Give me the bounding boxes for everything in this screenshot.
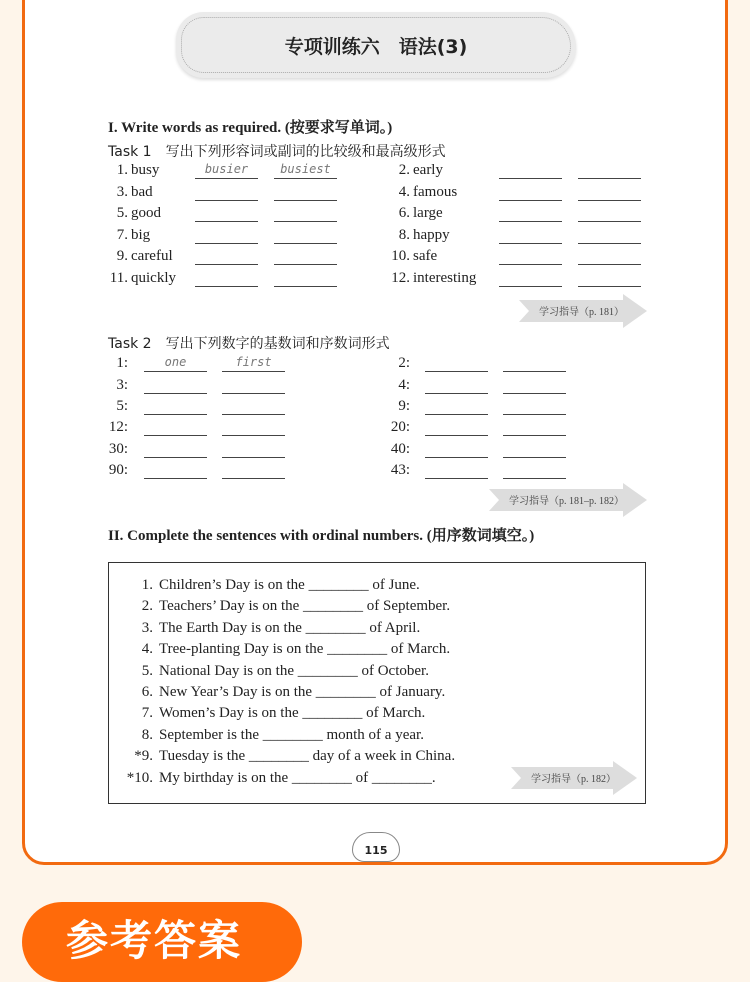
answer-blank	[503, 478, 566, 479]
sentence-number: 5.	[141, 662, 153, 679]
sentence-text: Teachers’ Day is on the ________ of September.	[159, 598, 451, 615]
answer-blank	[222, 435, 285, 436]
item-number: 9.	[116, 248, 128, 264]
answer-blank	[274, 264, 337, 265]
sentence-number: 3.	[141, 619, 153, 636]
item-word: famous	[413, 184, 458, 200]
item-number: 30:	[108, 441, 128, 457]
answer-blank	[144, 457, 207, 458]
item-number: 1.	[116, 162, 128, 178]
sentence-number: 7.	[141, 705, 153, 722]
answer-blank	[503, 393, 566, 394]
page-title: 专项训练六 语法(3)	[284, 36, 468, 58]
sentence-number: 2.	[141, 598, 153, 615]
handwritten-answer: first	[235, 355, 272, 369]
answer-blank	[274, 178, 337, 179]
answer-blank	[274, 286, 337, 287]
answer-blank	[578, 286, 641, 287]
item-word: early	[413, 162, 443, 178]
item-number: 2:	[398, 355, 410, 371]
sentence-text: Tree-planting Day is on the ________ of March.	[159, 641, 451, 658]
answer-blank	[499, 286, 562, 287]
item-word: bad	[131, 184, 153, 200]
sentence-text: My birthday is on the ________ of ________.	[159, 769, 436, 786]
sentence-text: National Day is on the ________ of October.	[159, 662, 429, 679]
answer-blank	[499, 178, 562, 179]
answer-blank	[425, 435, 488, 436]
title-banner	[176, 12, 576, 78]
handwritten-answer: busier	[204, 162, 249, 176]
sentence-text: Women’s Day is on the ________ of March.	[159, 705, 426, 722]
answer-blank	[425, 371, 488, 372]
answer-blank	[222, 457, 285, 458]
item-word: interesting	[413, 270, 477, 286]
task-2-label: Task 2 写出下列数字的基数词和序数词形式	[108, 336, 390, 352]
item-word: safe	[413, 248, 438, 264]
answer-blank	[222, 414, 285, 415]
item-number: 2.	[398, 162, 410, 178]
sentence-number: 1.	[141, 577, 153, 593]
answer-blank	[222, 371, 285, 372]
answer-banner: 参考答案	[22, 902, 302, 982]
item-number: 5.	[116, 205, 128, 221]
item-number: 8.	[398, 227, 410, 243]
answer-blank	[578, 178, 641, 179]
item-number: 5:	[116, 398, 128, 414]
item-number: 12.	[391, 270, 410, 286]
answer-blank	[274, 200, 337, 201]
item-word: happy	[413, 227, 450, 243]
item-number: 3:	[116, 377, 128, 393]
guide-text: 学习指导（p. 182）	[531, 774, 616, 785]
sentence-number: 4.	[141, 641, 153, 658]
sentence-text: Tuesday is the ________ day of a week in China.	[159, 748, 456, 765]
answer-blank	[274, 243, 337, 244]
item-number: 4:	[398, 377, 410, 393]
sentence-number: 6.	[141, 684, 153, 700]
item-number: 4.	[398, 184, 410, 200]
answer-blank	[195, 221, 258, 222]
answer-blank	[578, 200, 641, 201]
item-word: careful	[131, 248, 173, 264]
answer-blank	[425, 457, 488, 458]
handwritten-answer: one	[164, 355, 187, 369]
answer-blank	[195, 264, 258, 265]
sentence-text: September is the ________ month of a year.	[159, 726, 424, 743]
answer-blank	[425, 478, 488, 479]
item-word: quickly	[131, 270, 176, 286]
answer-blank	[499, 264, 562, 265]
item-number: 6.	[398, 205, 410, 221]
answer-blank	[499, 200, 562, 201]
item-word: big	[131, 227, 151, 243]
answer-blank	[195, 243, 258, 244]
answer-blank	[195, 178, 258, 179]
item-word: large	[413, 205, 443, 221]
section-1-heading: I. Write words as required. (按要求写单词。)	[108, 120, 393, 136]
study-guide-arrow-1	[519, 294, 647, 328]
answer-blank	[425, 393, 488, 394]
item-number: 11.	[109, 270, 128, 286]
answer-blank	[222, 393, 285, 394]
section-2-heading: II. Complete the sentences with ordinal numbers. (用序数词填空。)	[108, 528, 535, 544]
page-number: 115	[352, 832, 400, 862]
sentence-number: *9.	[134, 748, 153, 765]
item-number: 7.	[116, 227, 128, 243]
answer-blank	[503, 435, 566, 436]
task-1-label: Task 1 写出下列形容词或副词的比较级和最高级形式	[108, 144, 446, 160]
item-number: 9:	[398, 398, 410, 414]
item-number: 20:	[390, 419, 410, 435]
answer-blank	[578, 243, 641, 244]
item-word: busy	[131, 162, 160, 178]
study-guide-arrow-3	[511, 761, 637, 795]
item-word: good	[131, 205, 161, 221]
guide-text: 学习指导（p. 181–p. 182）	[509, 496, 624, 507]
sentence-text: Children’s Day is on the ________ of June.	[159, 577, 420, 593]
guide-text: 学习指导（p. 181）	[539, 307, 624, 318]
answer-blank	[503, 457, 566, 458]
answer-blank	[144, 393, 207, 394]
sentence-number: 8.	[141, 726, 153, 743]
study-guide-arrow-2	[489, 483, 647, 517]
item-number: 10.	[391, 248, 410, 264]
sentence-number: *10.	[126, 769, 153, 786]
answer-blank	[503, 414, 566, 415]
handwritten-answer: busiest	[280, 162, 331, 176]
item-number: 43:	[390, 462, 410, 478]
answer-blank	[195, 286, 258, 287]
answer-blank	[499, 221, 562, 222]
answer-blank	[195, 200, 258, 201]
answer-blank	[578, 221, 641, 222]
answer-blank	[425, 414, 488, 415]
answer-blank	[222, 478, 285, 479]
answer-blank	[499, 243, 562, 244]
answer-blank	[144, 414, 207, 415]
answer-blank	[578, 264, 641, 265]
answer-blank	[503, 371, 566, 372]
item-number: 12:	[108, 419, 128, 435]
item-number: 90:	[108, 462, 128, 478]
answer-blank	[274, 221, 337, 222]
answer-blank	[144, 435, 207, 436]
item-number: 1:	[116, 355, 128, 371]
item-number: 40:	[390, 441, 410, 457]
sentence-text: New Year’s Day is on the ________ of January.	[159, 684, 446, 700]
item-number: 3.	[116, 184, 128, 200]
sentence-text: The Earth Day is on the ________ of April.	[159, 619, 421, 636]
answer-blank	[144, 371, 207, 372]
answer-blank	[144, 478, 207, 479]
